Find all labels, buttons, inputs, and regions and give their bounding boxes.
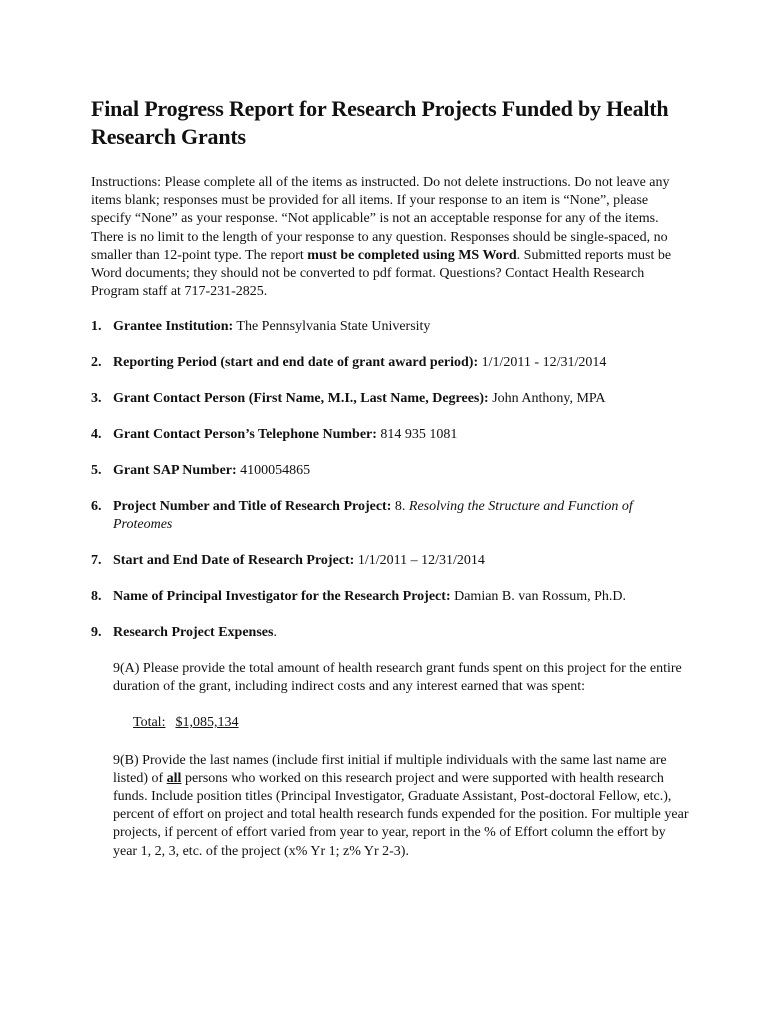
item-number: 5. xyxy=(91,462,102,478)
item-value: Damian B. van Rossum, Ph.D. xyxy=(450,588,626,604)
item-reporting-period xyxy=(91,354,691,372)
instructions-text-2: . Submitted reports must be Word documents; they should not be converted to pdf format. Questions? Contact Health Research Program staff at 717-231-2825. xyxy=(91,247,672,300)
item-value: 4100054865 xyxy=(236,462,311,478)
item-project-dates xyxy=(91,552,691,570)
item-grant-contact-person xyxy=(91,390,691,408)
item-value: John Anthony, MPA xyxy=(488,391,606,407)
section-9b-emphasis: all xyxy=(166,770,182,786)
item-principal-investigator xyxy=(91,588,691,606)
item-number: 7. xyxy=(91,552,102,568)
total-line xyxy=(133,714,691,732)
item-grant-sap-number xyxy=(91,462,691,480)
item-label: Start and End Date of Research Project: xyxy=(113,552,355,568)
section-9-details xyxy=(113,660,691,861)
item-number: 6. xyxy=(91,498,102,514)
instructions-text-1: Instructions: Please complete all of the items as instructed. Do not delete instructions. Do not leave any items blank; responses must be provided for all items. If your response to an item is “None”, please specify “None” as your response. “Not applicable” is not an acceptable response for any of the items. There is no limit to the length of your response to any question. Responses should be single-spaced, no smaller than 12-point type. The report xyxy=(91,175,670,263)
item-number: 1. xyxy=(91,319,102,335)
report-title: Final Progress Report for Research Projects Funded by Health Research Grants xyxy=(91,96,669,149)
item-value-italic: Resolving the Structure and Function of Proteomes xyxy=(113,498,633,533)
section-9b-text-2: persons who worked on this research project and were supported with health research funds. Include position titles (Principal Investigator, Graduate Assistant, Post-doctoral Fellow, etc.), percent of effort on project and total health research funds expended for the position. For multiple year projects, if percent of effort varied from year to year, report in the % of Effort column the effort by year 1, 2, 3, etc. of the project (x% Yr 1; z% Yr 2-3). xyxy=(113,770,689,859)
item-value: 1/1/2011 – 12/31/2014 xyxy=(354,552,485,568)
item-number: 3. xyxy=(91,391,102,407)
item-number: 8. xyxy=(91,588,102,604)
total-value: $1,085,134 xyxy=(175,715,239,731)
document-page xyxy=(91,95,691,879)
section-9b-text xyxy=(113,752,691,861)
item-label: Research Project Expenses xyxy=(113,624,274,640)
item-label: Grant Contact Person’s Telephone Number: xyxy=(113,427,377,443)
total-label: Total: xyxy=(133,715,166,731)
item-label: Grantee Institution: xyxy=(113,319,234,335)
item-label: Project Number and Title of Research Project: xyxy=(113,498,392,514)
item-label: Name of Principal Investigator for the Research Project: xyxy=(113,588,451,604)
instructions-paragraph xyxy=(91,174,691,301)
item-value: 814 935 1081 xyxy=(376,427,458,443)
item-project-title xyxy=(91,498,691,534)
report-items-list xyxy=(91,318,691,642)
item-label: Grant Contact Person (First Name, M.I., Last Name, Degrees): xyxy=(113,391,489,407)
instructions-bold-text: must be completed using MS Word xyxy=(307,247,517,263)
section-9a-text: 9(A) Please provide the total amount of health research grant funds spent on this project for the entire duration of the grant, including indirect costs and any interest earned that was spent: xyxy=(113,660,682,695)
item-number: 4. xyxy=(91,427,102,443)
item-grantee-institution xyxy=(91,318,691,336)
item-research-expenses xyxy=(91,624,691,642)
item-label: Reporting Period (start and end date of grant award period): xyxy=(113,355,479,371)
item-value: 1/1/2011 - 12/31/2014 xyxy=(478,355,607,371)
item-number: 9. xyxy=(91,624,102,640)
item-contact-telephone xyxy=(91,426,691,444)
item-value: The Pennsylvania State University xyxy=(233,319,431,335)
item-value: . xyxy=(273,624,277,640)
item-value: 8. xyxy=(391,498,409,514)
item-number: 2. xyxy=(91,355,102,371)
item-label: Grant SAP Number: xyxy=(113,462,237,478)
section-9b-text-1: 9(B) Provide the last names (include first initial if multiple individuals with the same last name are listed) of xyxy=(113,752,667,786)
